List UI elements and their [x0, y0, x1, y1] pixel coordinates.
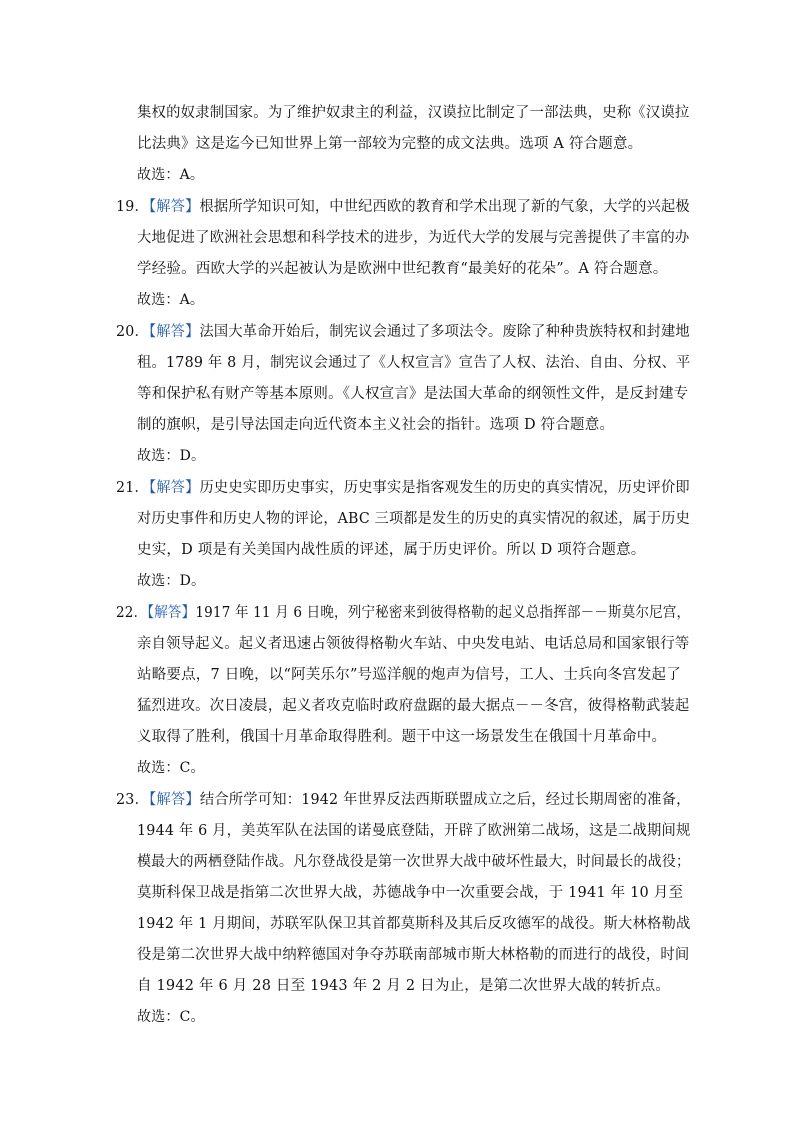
item-first-line [116, 603, 690, 623]
item-number: 20． [116, 324, 149, 340]
answer-line: 故选：C。 [137, 1009, 205, 1025]
intro-line: 集权的奴隶制国家。为了维护奴隶主的利益，汉谟拉比制定了一部法典，史称《汉谟拉 [137, 105, 690, 121]
item-number: 22． [116, 605, 148, 621]
item-first-line [116, 322, 690, 342]
item-line: 站略要点，7 日晚，以“阿芙乐尔”号巡洋舰的炮声为信号，工人、士兵向冬宫发起了 [137, 667, 681, 683]
answer-line: 故选：A。 [137, 167, 205, 183]
item-line: 猛烈进攻。次日凌晨，起义者攻克临时政府盘踞的最大据点－－冬宫，彼得格勒武装起 [137, 698, 690, 714]
answer-tag: 【解答】 [148, 324, 200, 340]
item-line: 学经验。西欧大学的兴起被认为是欧洲中世纪教育“最美好的花朵”。A 符合题意。 [137, 261, 668, 277]
item-line: 自 1942 年 6 月 28 日至 1943 年 2 月 2 日为止，是第二次世界大战的转折点。 [137, 978, 671, 994]
item-text: 1917 年 11 月 6 日晚，列宁秘密来到彼得格勒的起义总指挥部－－斯莫尔尼宫， [195, 605, 691, 621]
item-line: 莫斯科保卫战是指第二次世界大战，苏德战争中一次重要会战，于 1941 年 10 月至 [137, 885, 684, 901]
item-line: 模最大的两栖登陆作战。凡尔登战役是第一次世界大战中破坏性最大，时间最长的战役； [137, 854, 691, 870]
item-line: 史实，D 项是有关美国内战性质的评述，属于历史评价。所以 D 项符合题意。 [137, 542, 646, 558]
item-line: 租。1789 年 8 月，制宪议会通过了《人权宣言》宣告了人权、法治、自由、分权、平 [137, 355, 691, 371]
answer-line: 故选：D。 [137, 448, 206, 464]
item-text: 结合所学可知：1942 年世界反法西斯联盟成立之后，经过长期周密的准备， [199, 792, 691, 808]
item-number: 23． [116, 792, 150, 808]
item-text: 历史史实即历史事实，历史事实是指客观发生的历史的真实情况，历史评价即 [199, 480, 690, 496]
answer-line: 故选：D。 [137, 573, 206, 589]
answer-line: 故选：C。 [137, 760, 205, 776]
item-line: 1942 年 1 月期间，苏联军队保卫其首都莫斯科及其后反攻德军的战役。斯大林格勒战 [137, 916, 691, 932]
item-line: 役是第二次世界大战中纳粹德国对争夺苏联南部城市斯大林格勒的而进行的战役，时间 [137, 947, 690, 963]
item-line: 大地促进了欧洲社会思想和科学技术的进步，为近代大学的发展与完善提供了丰富的办 [137, 230, 690, 246]
item-number: 19． [116, 199, 149, 215]
answer-line: 故选：A。 [137, 292, 205, 308]
answer-tag: 【解答】 [148, 480, 200, 496]
item-number: 21． [116, 480, 149, 496]
item-line: 1944 年 6 月，美英军队在法国的诺曼底登陆，开辟了欧洲第二战场，这是二战期间规 [137, 823, 691, 839]
answer-tag: 【解答】 [148, 199, 200, 215]
item-first-line [116, 478, 690, 498]
item-line: 制的旗帜，是引导法国走向近代资本主义社会的指针。选项 D 符合题意。 [137, 417, 615, 433]
item-text: 法国大革命开始后，制宪议会通过了多项法令。废除了种种贵族特权和封建地 [199, 324, 690, 340]
item-first-line [116, 790, 691, 810]
item-line: 义取得了胜利，俄国十月革命取得胜利。题干中这一场景发生在俄国十月革命中。 [137, 729, 667, 745]
intro-line: 比法典》这是迄今已知世界上第一部较为完整的成文法典。选项 A 符合题意。 [137, 136, 643, 152]
item-line: 亲自领导起义。起义者迅速占领彼得格勒火车站、中央发电站、电话总局和国家银行等 [137, 636, 690, 652]
item-first-line [116, 197, 690, 217]
item-text: 根据所学知识可知，中世纪西欧的教育和学术出现了新的气象，大学的兴起极 [199, 199, 690, 215]
item-line: 对历史事件和历史人物的评论，ABC 三项都是发生的历史的真实情况的叙述，属于历史 [137, 511, 690, 527]
item-line: 等和保护私有财产等基本原则。《人权宣言》是法国大革命的纲领性文件，是反封建专 [137, 386, 689, 402]
answer-tag: 【解答】 [147, 605, 196, 621]
answer-tag: 【解答】 [149, 792, 200, 808]
